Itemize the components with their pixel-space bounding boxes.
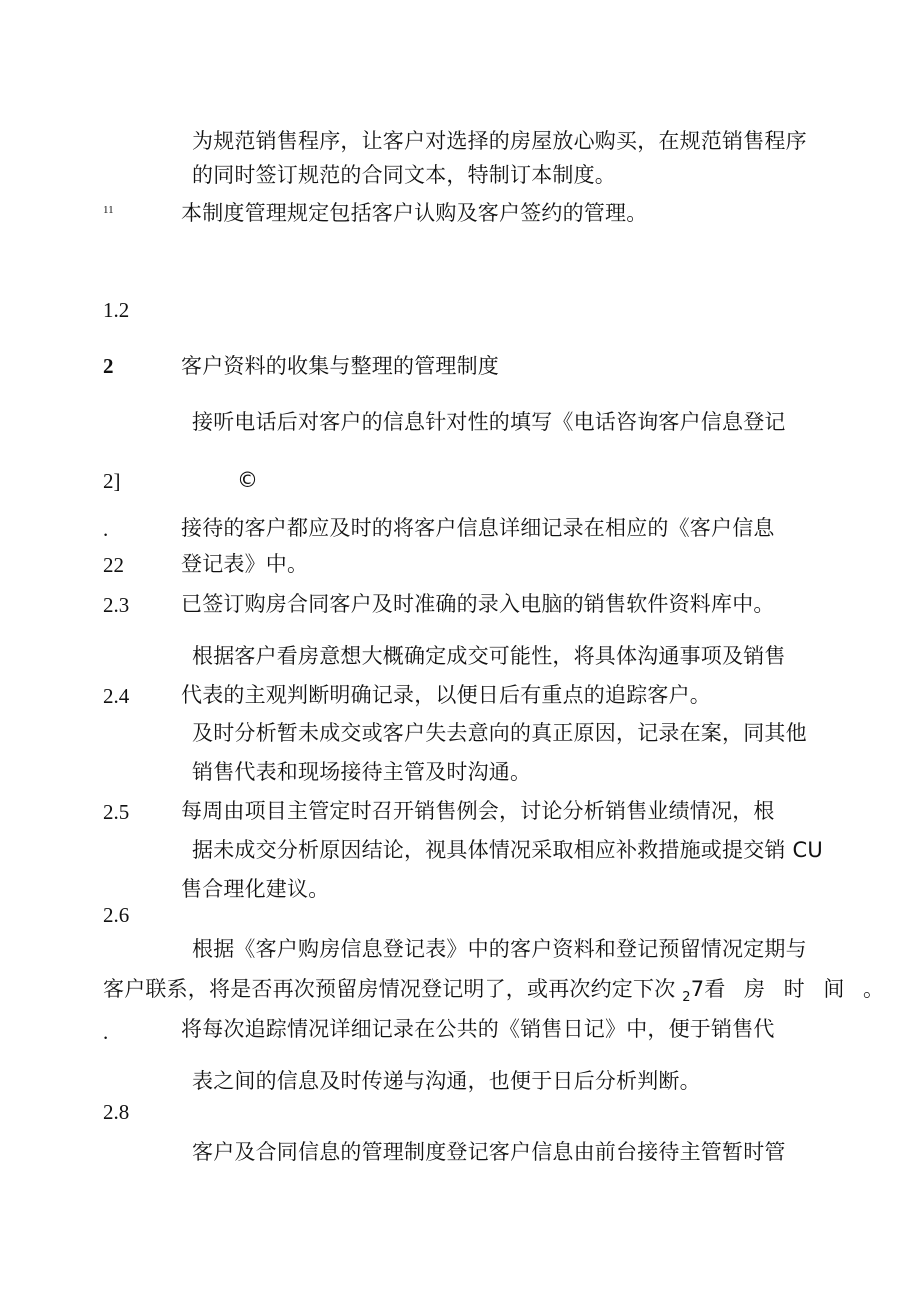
- text-fragment: 7: [690, 977, 705, 1001]
- text-line: 代表的主观判断明确记录，以便日后有重点的追踪客户。: [181, 683, 711, 707]
- section-number-1-2: 1.2: [103, 298, 130, 322]
- section-number-1-1: 11: [103, 204, 114, 216]
- text-line: 接待的客户都应及时的将客户信息详细记录在相应的《客户信息: [181, 516, 775, 540]
- subscript-number: 2: [682, 990, 691, 1005]
- text-fragment: 看 房 时 间 。: [704, 977, 891, 1001]
- section-heading: 客户资料的收集与整理的管理制度: [181, 354, 499, 378]
- text-line: 的同时签订规范的合同文本，特制订本制度。: [192, 163, 616, 187]
- copyright-symbol: ©: [237, 468, 259, 492]
- text-line: 售合理化建议。: [181, 877, 330, 901]
- text-line: 表之间的信息及时传递与沟通，也便于日后分析判断。: [192, 1069, 701, 1093]
- section-number-2: 2: [103, 354, 114, 378]
- section-marker-dot: .: [103, 1020, 109, 1044]
- text-line: 每周由项目主管定时召开销售例会，讨论分析销售业绩情况，根: [181, 799, 775, 823]
- section-number-2-2: 22: [103, 553, 124, 577]
- section-number-2-4: 2.4: [103, 684, 130, 708]
- text-line: 将每次追踪情况详细记录在公共的《销售日记》中，便于销售代: [181, 1017, 775, 1041]
- text-line: 为规范销售程序，让客户对选择的房屋放心购买，在规范销售程序: [192, 129, 807, 153]
- section-number-2-1: 2]: [103, 469, 121, 493]
- text-line: 根据《客户购房信息登记表》中的客户资料和登记预留情况定期与: [192, 937, 807, 961]
- text-line: 接听电话后对客户的信息针对性的填写《电话咨询客户信息登记: [192, 410, 786, 434]
- text-line: 据未成交分析原因结论，视具体情况采取相应补救措施或提交销 CU: [192, 838, 823, 862]
- text-line: 本制度管理规定包括客户认购及客户签约的管理。: [181, 201, 648, 225]
- text-line: 及时分析暂未成交或客户失去意向的真正原因，记录在案，同其他: [192, 721, 807, 745]
- text-line: 客户及合同信息的管理制度登记客户信息由前台接待主管暂时管: [192, 1140, 786, 1164]
- text-line: [103, 975, 890, 1007]
- text-fragment: 客户联系，将是否再次预留房情况登记明了，或再次约定下次: [103, 977, 683, 1001]
- section-marker-dot: .: [103, 517, 109, 541]
- section-number-2-5: 2.5: [103, 800, 130, 824]
- text-line: 已签订购房合同客户及时准确的录入电脑的销售软件资料库中。: [181, 592, 775, 616]
- text-line: 根据客户看房意想大概确定成交可能性，将具体沟通事项及销售: [192, 644, 786, 668]
- text-line: 登记表》中。: [181, 552, 309, 576]
- section-number-2-6: 2.6: [103, 903, 130, 927]
- text-line: 销售代表和现场接待主管及时沟通。: [192, 760, 532, 784]
- section-number-2-8: 2.8: [103, 1100, 130, 1124]
- section-number-2-3: 2.3: [103, 593, 130, 617]
